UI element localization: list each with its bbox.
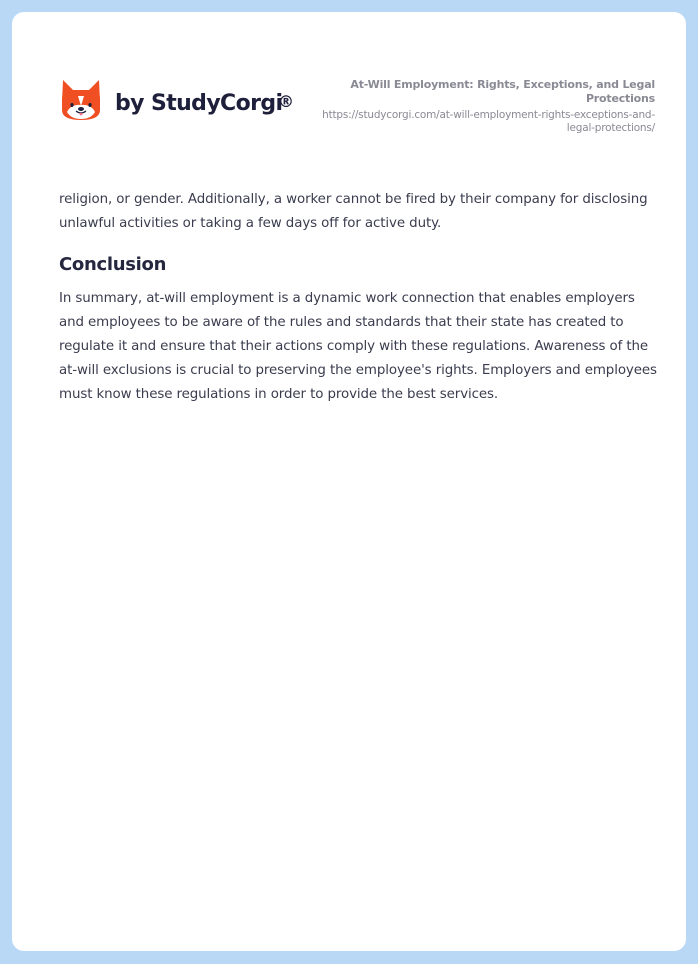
brand-name: by StudyCorgi xyxy=(115,90,283,116)
document-body xyxy=(59,188,659,407)
corgi-icon xyxy=(61,78,101,122)
registered-trademark: ® xyxy=(278,92,294,111)
document-meta xyxy=(305,78,655,135)
studycorgi-logo[interactable] xyxy=(61,78,282,122)
conclusion-paragraph: In summary, at-will employment is a dynamic work connection that enables employers and employees to be aware of the rules and standards that their state has created to regulate it and ensure that their actions comply with these regulations. Awareness of the at-will exclusions is crucial to preserving the employee's rights. Employers and employees must know these regulations in order to provide the best services. xyxy=(59,291,657,402)
page-header xyxy=(59,72,655,142)
section-heading-conclusion: Conclusion xyxy=(59,254,167,275)
document-title: At-Will Employment: Rights, Exceptions, and Legal Protections xyxy=(350,78,655,105)
intro-paragraph: religion, or gender. Additionally, a worker cannot be fired by their company for disclosing unlawful activities or taking a few days off for active duty. xyxy=(59,192,648,231)
document-url[interactable]: https://studycorgi.com/at-will-employment-rights-exceptions-and-legal-protections/ xyxy=(322,109,655,134)
page-card xyxy=(12,12,686,951)
